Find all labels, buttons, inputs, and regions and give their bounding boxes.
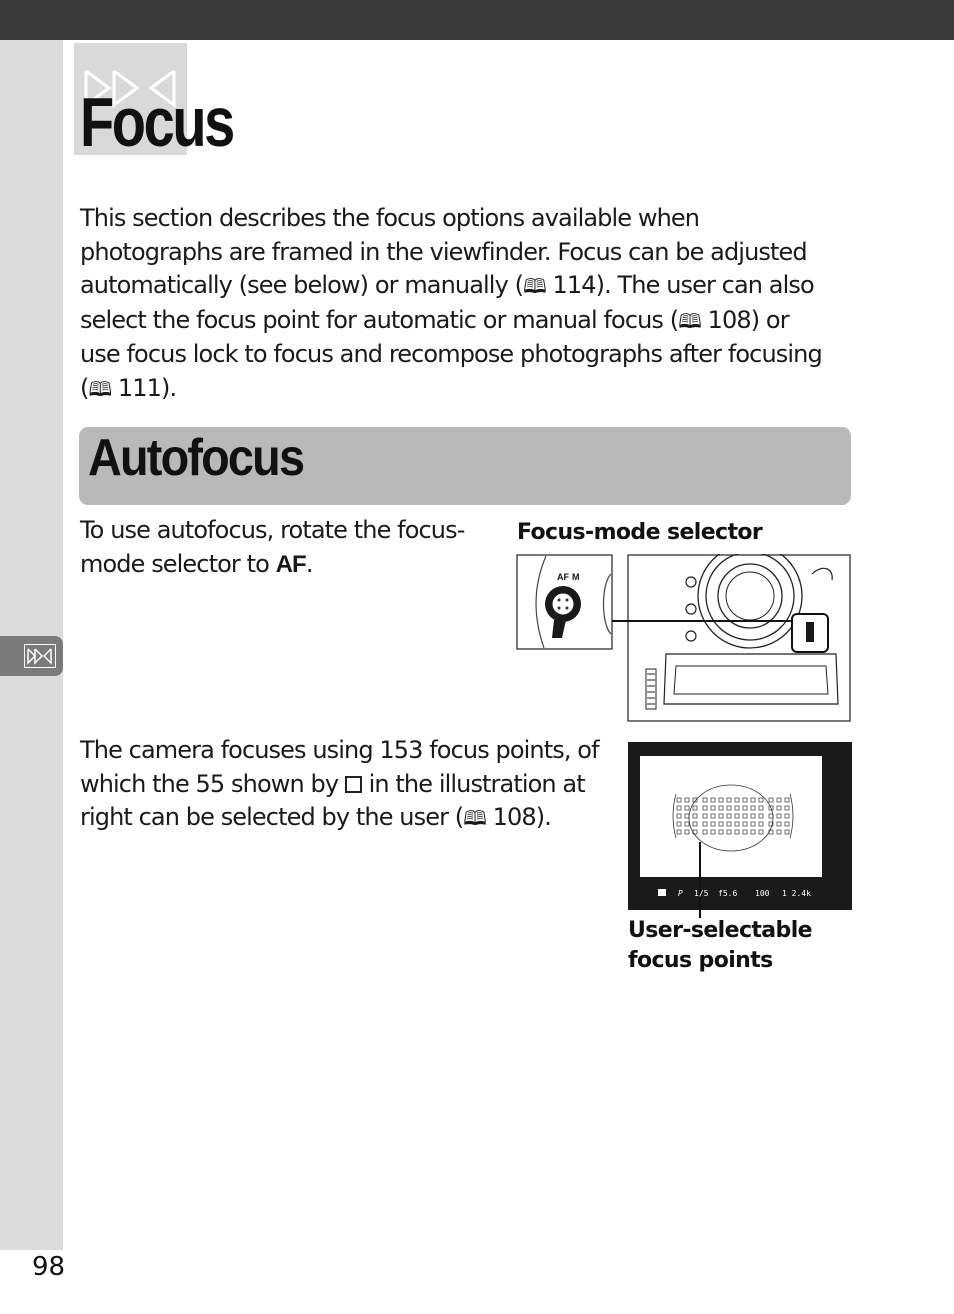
- intro-line: [80, 372, 860, 407]
- metering-icon: [658, 889, 666, 896]
- section-heading: Autofocus: [88, 429, 304, 487]
- focus-mode-selector-caption: Focus-mode selector: [517, 520, 763, 545]
- text: 108).: [485, 803, 551, 831]
- caption-line: focus points: [628, 948, 773, 973]
- intro-line: photographs are framed in the viewfinder. Focus can be adjusted: [80, 237, 807, 266]
- text: (: [80, 373, 89, 402]
- book-reference-icon: 🕮: [88, 376, 112, 401]
- intro-line: [80, 304, 860, 339]
- book-reference-icon: 🕮: [463, 806, 486, 830]
- text: select the focus point for automatic or manual focus (: [80, 305, 679, 334]
- text: right can be selected by the user (: [80, 803, 464, 831]
- vf-iso: 100: [755, 889, 770, 898]
- chapter-tab[interactable]: [0, 636, 63, 676]
- viewfinder-figure: [628, 742, 852, 918]
- text: which the 55 shown by: [80, 769, 345, 798]
- intro-line: This section describes the focus options available when: [80, 204, 700, 232]
- page-title: Focus: [80, 83, 233, 161]
- intro-line: [80, 269, 860, 304]
- vf-mode: P: [678, 889, 683, 898]
- intro-paragraph: [80, 202, 860, 406]
- intro-line: use focus lock to focus and recompose photographs after focusing: [80, 340, 822, 368]
- text: .: [305, 549, 313, 578]
- focus-points-paragraph: [80, 734, 620, 836]
- text: 114). The user can also: [545, 271, 814, 299]
- af-mark: AF: [275, 550, 306, 578]
- text: automatically (see below) or manually (: [80, 271, 524, 299]
- top-bar: [0, 0, 954, 40]
- focus-point-square-icon: [345, 776, 362, 793]
- autofocus-paragraph: [80, 514, 500, 581]
- focus-chapter-icon: [24, 644, 56, 668]
- text-line: [80, 548, 500, 582]
- text-line: [80, 768, 620, 802]
- vf-aperture: f5.6: [718, 889, 738, 898]
- text: 111).: [111, 373, 177, 402]
- vf-shutter: 1/5: [694, 889, 709, 898]
- text: in the illustration at: [361, 769, 585, 798]
- focus-mode-selector-figure: [516, 554, 852, 724]
- user-selectable-caption: [628, 916, 868, 976]
- page-number: 98: [32, 1252, 66, 1282]
- text-line: To use autofocus, rotate the focus-: [80, 516, 465, 544]
- vf-count: 1 2.4k: [782, 889, 811, 898]
- book-reference-icon: 🕮: [523, 274, 546, 298]
- caption-line: User-selectable: [628, 918, 812, 943]
- book-reference-icon: 🕮: [678, 308, 701, 333]
- selector-af-label: AF: [557, 572, 569, 582]
- viewfinder-info-display: [658, 889, 811, 898]
- selector-m-label: M: [572, 572, 580, 582]
- text: mode selector to: [80, 549, 276, 578]
- text-line: The camera focuses using 153 focus points, of: [80, 736, 599, 764]
- text: 108) or: [700, 305, 789, 334]
- text-line: [80, 801, 620, 836]
